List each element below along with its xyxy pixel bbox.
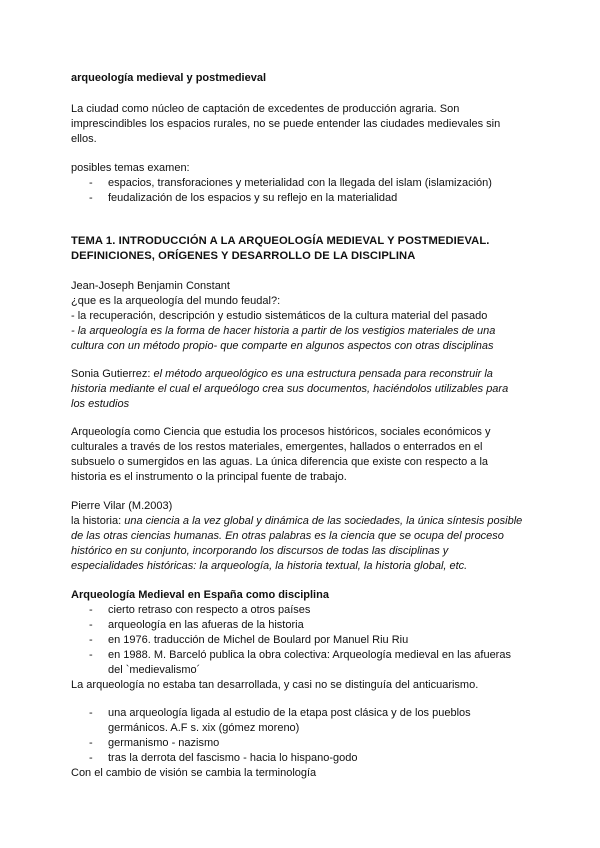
bullet-dash: - [89,737,93,749]
vilar-line-1 [71,514,522,528]
ciencia-line-4: historia es el instrumento o la principal fuente de trabajo. [71,471,347,483]
sonia-line-1 [71,367,493,381]
sonia-line-2: historia mediante el cual el arqueólogo crea sus documentos, haciéndolos utilizables para [71,383,509,395]
ciencia-line-2: culturales a través de los restos materiales, emergentes, hallados o enterrados en el [71,441,483,453]
temas-label: posibles temas examen: [71,162,190,174]
section-heading-line-1: TEMA 1. INTRODUCCIÓN A LA ARQUEOLOGÍA MEDIEVAL Y POSTMEDIEVAL. [71,235,490,247]
sonia-author: Sonia Gutierrez: [71,368,151,380]
intro-line-2: imprescindibles los espacios rurales, no se puede entender las ciudades medievales sin [71,118,501,130]
constant-line-3: cultura con un método propio- que comparte en algunos aspectos con otras disciplinas [71,340,494,352]
ligada-note: Con el cambio de visión se cambia la terminología [71,767,317,779]
constant-line-2: - la arqueología es la forma de hacer historia a partir de los vestigios materiales de una [71,325,496,337]
vilar-author: Pierre Vilar (M.2003) [71,500,173,512]
espana-item: cierto retraso con respecto a otros países [108,604,311,616]
bullet-dash: - [89,634,93,646]
ligada-item: tras la derrota del fascismo - hacia lo hispano-godo [108,752,358,764]
intro-line-3: ellos. [71,133,97,145]
espana-item: en 1976. traducción de Michel de Boulard por Manuel Riu Riu [108,634,409,646]
ligada-item-continued: germánicos. A.F s. xix (gómez moreno) [108,722,300,734]
vilar-line-2: de las otras ciencias humanas. En otras palabras es la ciencia que se ocupa del proceso [71,530,504,542]
bullet-dash: - [89,619,93,631]
espana-item: arqueología en las afueras de la historia [108,619,304,631]
bullet-dash: - [89,649,93,661]
ligada-item: una arqueología ligada al estudio de la etapa post clásica y de los pueblos [108,707,471,719]
tema-item: espacios, transforaciones y meterialidad con la llegada del islam (islamización) [108,177,492,189]
espana-item: en 1988. M. Barceló publica la obra colectiva: Arqueología medieval en las afueras [108,649,511,661]
tema-item: feudalización de los espacios y su reflejo en la materialidad [108,192,398,204]
section-heading-line-2: DEFINICIONES, ORÍGENES Y DESARROLLO DE LA DISCIPLINA [71,250,416,262]
bullet-dash: - [89,604,93,616]
ciencia-line-3: subsuelo o sumergidos en las aguas. La única diferencia que existe con respecto a la [71,456,489,468]
vilar-line-4: especialidades históricas: la arqueología, la historia textual, la historia global, etc. [71,560,468,572]
constant-question: ¿que es la arqueología del mundo feudal?: [71,295,281,307]
ligada-item: germanismo - nazismo [108,737,220,749]
intro-line-1: La ciudad como núcleo de captación de excedentes de producción agraria. Son [71,103,460,115]
vilar-prefix: la historia: [71,515,122,527]
vilar-line-3: histórico en su conjunto, incorporando los discursos de todas las disciplinas y [71,545,449,557]
vilar-quote-start: una ciencia a la vez global y dinámica de las sociedades, la única síntesis posible [124,515,523,527]
espana-heading: Arqueología Medieval en España como disciplina [71,589,329,601]
constant-line-1: - la recuperación, descripción y estudio sistemáticos de la cultura material del pasado [71,310,488,322]
constant-author: Jean-Joseph Benjamin Constant [71,280,230,292]
bullet-dash: - [89,192,93,204]
espana-item-continued: del `medievalismo´ [108,664,201,676]
sonia-quote-start: el método arqueológico es una estructura pensada para reconstruir la [153,368,493,380]
sonia-line-3: los estudios [71,398,130,410]
ciencia-line-1: Arqueología como Ciencia que estudia los procesos históricos, sociales económicos y [71,426,491,438]
bullet-dash: - [89,752,93,764]
bullet-dash: - [89,707,93,719]
bullet-dash: - [89,177,93,189]
espana-note: La arqueología no estaba tan desarrollada, y casi no se distinguía del anticuarismo. [71,679,479,691]
document-title: arqueología medieval y postmedieval [71,72,267,84]
